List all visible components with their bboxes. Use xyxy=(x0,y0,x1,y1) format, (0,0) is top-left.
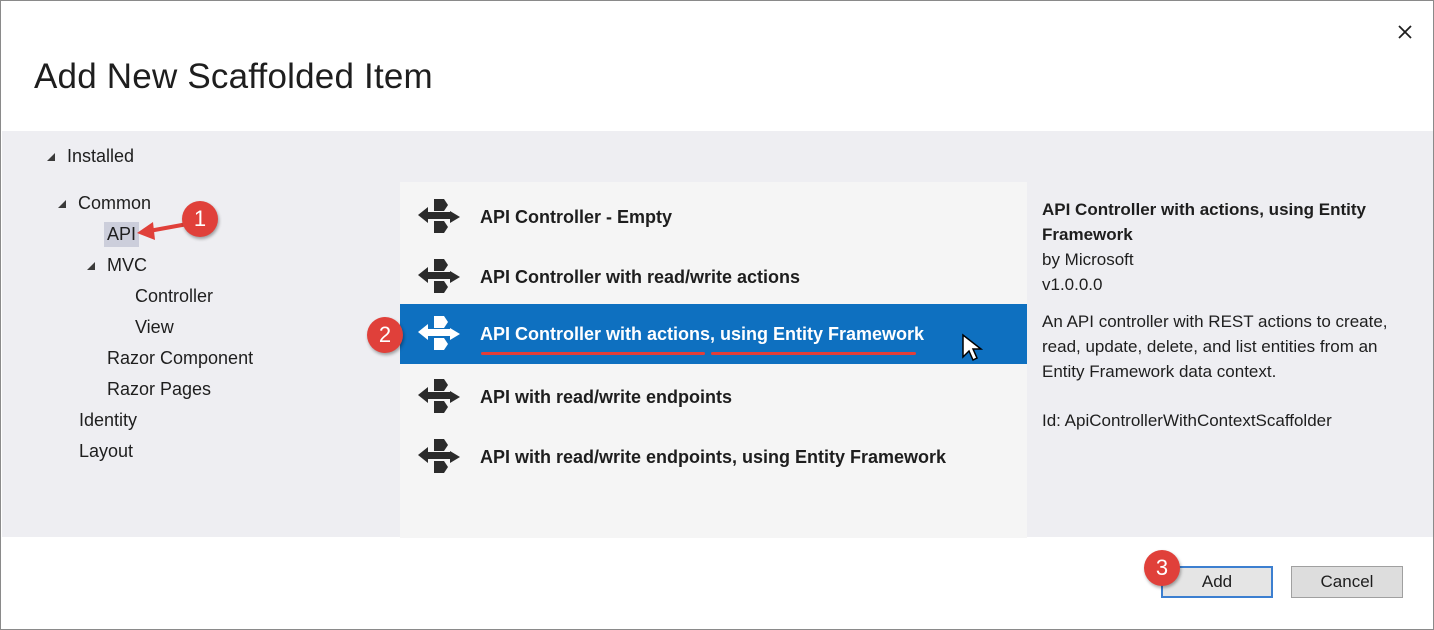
template-label: API with read/write endpoints xyxy=(480,386,733,407)
api-controller-icon xyxy=(414,312,464,356)
template-label: API Controller with actions, using Entity Framework xyxy=(480,323,925,344)
api-controller-icon xyxy=(414,255,464,299)
close-button[interactable] xyxy=(1391,18,1419,46)
details-description: An API controller with REST actions to create, read, update, delete, and list entities from an Entity Framework data context. xyxy=(1042,312,1388,381)
tree-item-layout[interactable] xyxy=(79,441,133,462)
cancel-button[interactable]: Cancel xyxy=(1291,566,1403,598)
template-item[interactable] xyxy=(400,247,1027,307)
step-badge-1: 1 xyxy=(182,201,218,237)
tree-item-installed[interactable] xyxy=(47,146,134,167)
expanded-triangle-icon xyxy=(47,153,55,161)
step-badge-3: 3 xyxy=(1144,550,1180,586)
template-label: API Controller - Empty xyxy=(480,206,673,227)
tree-item-mvc[interactable] xyxy=(87,255,147,276)
tree-item-label: Controller xyxy=(135,286,214,306)
tree-item-controller[interactable] xyxy=(135,286,213,307)
template-item[interactable] xyxy=(400,427,1027,487)
template-item[interactable] xyxy=(400,367,1027,427)
template-item[interactable] xyxy=(400,187,1027,247)
dialog-title: Add New Scaffolded Item xyxy=(34,57,433,96)
mouse-cursor-icon xyxy=(961,333,983,363)
close-icon xyxy=(1398,25,1412,39)
api-controller-icon xyxy=(414,375,464,419)
details-id: Id: ApiControllerWithContextScaffolder xyxy=(1042,411,1332,430)
tree-item-label: Common xyxy=(78,193,152,213)
expanded-triangle-icon xyxy=(58,200,66,208)
api-controller-icon xyxy=(414,435,464,479)
tree-item-identity[interactable] xyxy=(79,410,137,431)
tree-item-label: Installed xyxy=(67,146,135,166)
details-title: API Controller with actions, using Entity Framework xyxy=(1042,200,1366,244)
template-list xyxy=(400,182,1027,538)
template-label: API with read/write endpoints, using Entity Framework xyxy=(480,446,947,467)
add-button[interactable]: Add xyxy=(1161,566,1273,598)
template-item-selected[interactable] xyxy=(400,304,1027,364)
tree-item-label: View xyxy=(135,317,174,337)
tree-item-label: API xyxy=(104,222,139,247)
annotation-underline xyxy=(481,352,705,355)
tree-item-api[interactable] xyxy=(104,222,139,247)
details-author: by Microsoft xyxy=(1042,250,1134,269)
template-label: API Controller with read/write actions xyxy=(480,266,801,287)
tree-item-label: Razor Pages xyxy=(107,379,212,399)
step-badge-2: 2 xyxy=(367,317,403,353)
tree-item-razor-pages[interactable] xyxy=(107,379,211,400)
expanded-triangle-icon xyxy=(87,262,95,270)
tree-item-label: Razor Component xyxy=(107,348,254,368)
api-controller-icon xyxy=(414,195,464,239)
details-version: v1.0.0.0 xyxy=(1042,275,1103,294)
details-panel xyxy=(1042,197,1422,433)
tree-item-label: MVC xyxy=(107,255,147,275)
annotation-underline xyxy=(711,352,916,355)
tree-item-razor-component[interactable] xyxy=(107,348,253,369)
tree-item-view[interactable] xyxy=(135,317,174,338)
tree-item-label: Layout xyxy=(79,441,134,461)
tree-item-label: Identity xyxy=(79,410,138,430)
